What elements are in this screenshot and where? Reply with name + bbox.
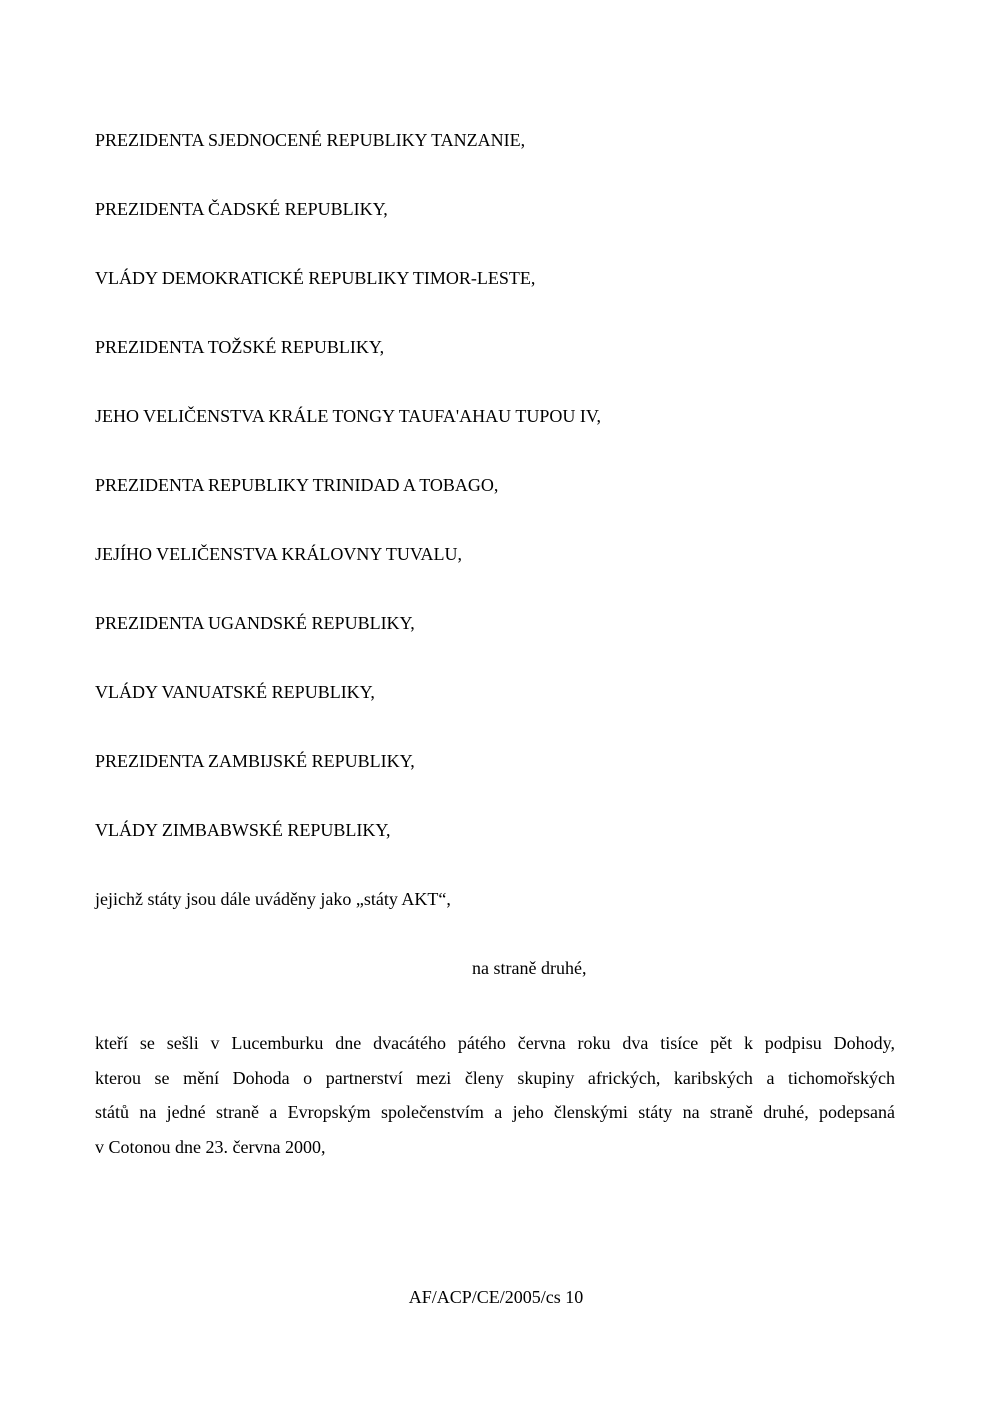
party-line: JEHO VELIČENSTVA KRÁLE TONGY TAUFA'AHAU TUPOU IV, xyxy=(95,406,602,426)
party-line: PREZIDENTA ZAMBIJSKÉ REPUBLIKY, xyxy=(95,751,415,771)
party-line: JEJÍHO VELIČENSTVA KRÁLOVNY TUVALU, xyxy=(95,544,463,564)
party-line: PREZIDENTA UGANDSKÉ REPUBLIKY, xyxy=(95,613,415,633)
paragraph-line: kteří se sešli v Lucemburku dne dvacátého pátého června roku dva tisíce pět k podpisu Dohody, xyxy=(95,1033,895,1053)
closing-phrase: na straně druhé, xyxy=(472,958,587,978)
party-line: PREZIDENTA SJEDNOCENÉ REPUBLIKY TANZANIE, xyxy=(95,130,526,150)
designation-text: jejichž státy jsou dále uváděny jako „státy AKT“, xyxy=(95,889,451,909)
party-line: VLÁDY DEMOKRATICKÉ REPUBLIKY TIMOR-LESTE, xyxy=(95,268,536,288)
party-line: PREZIDENTA ČADSKÉ REPUBLIKY, xyxy=(95,199,388,219)
paragraph-line: států na jedné straně a Evropským společenstvím a jeho členskými státy na straně druhé, podepsaná xyxy=(95,1102,895,1122)
party-line: VLÁDY VANUATSKÉ REPUBLIKY, xyxy=(95,682,375,702)
paragraph-line: kterou se mění Dohoda o partnerství mezi členy skupiny afrických, karibských a tichomořských xyxy=(95,1067,895,1088)
party-line: VLÁDY ZIMBABWSKÉ REPUBLIKY, xyxy=(95,820,391,840)
document-reference-footer: AF/ACP/CE/2005/cs 10 xyxy=(408,1287,584,1307)
body-paragraph xyxy=(95,1026,895,1164)
paragraph-line: v Cotonou dne 23. června 2000, xyxy=(95,1136,326,1157)
party-line: PREZIDENTA TOŽSKÉ REPUBLIKY, xyxy=(95,337,385,357)
party-line: PREZIDENTA REPUBLIKY TRINIDAD A TOBAGO, xyxy=(95,475,499,495)
